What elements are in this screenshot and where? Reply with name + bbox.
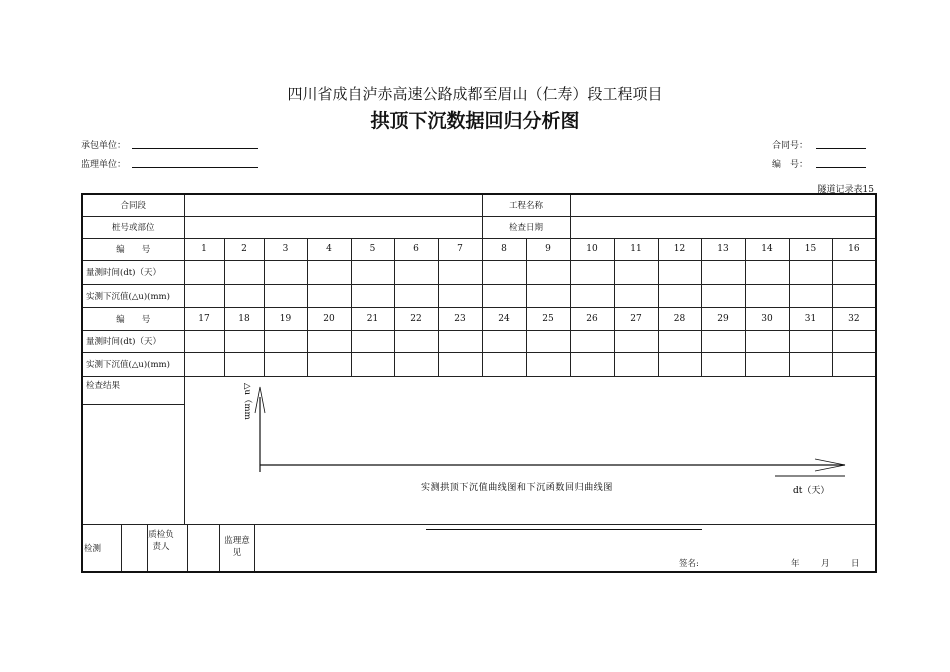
regression-chart xyxy=(185,377,876,525)
time-cell[interactable] xyxy=(264,260,307,284)
column-number: 11 xyxy=(614,238,658,260)
settlement-cell[interactable] xyxy=(482,352,526,376)
column-number: 17 xyxy=(184,307,224,330)
project-name-value[interactable] xyxy=(570,194,876,216)
station-value[interactable] xyxy=(184,216,482,238)
supervisor-field[interactable] xyxy=(132,167,258,168)
settlement-cell[interactable] xyxy=(394,352,438,376)
time-cell[interactable] xyxy=(701,330,745,352)
time-cell[interactable] xyxy=(570,330,614,352)
time-cell[interactable] xyxy=(789,330,832,352)
column-number: 4 xyxy=(307,238,351,260)
settlement-cell[interactable] xyxy=(438,284,482,307)
time-cell[interactable] xyxy=(224,330,264,352)
column-number: 29 xyxy=(701,307,745,330)
settlement-cell[interactable] xyxy=(351,284,394,307)
time-cell[interactable] xyxy=(832,330,876,352)
settlement-cell[interactable] xyxy=(307,284,351,307)
time-cell[interactable] xyxy=(438,330,482,352)
settlement-cell[interactable] xyxy=(832,352,876,376)
column-number: 30 xyxy=(745,307,789,330)
serial-no-label: 编 号： xyxy=(772,160,809,170)
month-label: 月 xyxy=(821,558,830,569)
column-number: 27 xyxy=(614,307,658,330)
inspection-date-value[interactable] xyxy=(570,216,876,238)
time-cell[interactable] xyxy=(184,260,224,284)
time-cell[interactable] xyxy=(438,260,482,284)
settlement-cell[interactable] xyxy=(224,352,264,376)
settlement-cell[interactable] xyxy=(658,352,701,376)
inspect-value[interactable] xyxy=(120,525,148,572)
time-label-2: 量测时间(dt)（天） xyxy=(82,330,184,352)
time-cell[interactable] xyxy=(614,330,658,352)
year-label: 年 xyxy=(791,558,800,569)
time-cell[interactable] xyxy=(658,330,701,352)
serial-no-field[interactable] xyxy=(816,167,866,168)
contract-section-value[interactable] xyxy=(184,194,482,216)
x-axis-label: dt（天） xyxy=(792,485,829,496)
column-number: 25 xyxy=(526,307,570,330)
column-number: 24 xyxy=(482,307,526,330)
time-cell[interactable] xyxy=(832,260,876,284)
data-table xyxy=(81,193,877,573)
time-cell[interactable] xyxy=(351,330,394,352)
signature-row xyxy=(82,524,876,572)
settlement-cell[interactable] xyxy=(307,352,351,376)
number-label: 编 号 xyxy=(82,238,184,260)
column-number: 1 xyxy=(184,238,224,260)
time-cell[interactable] xyxy=(394,330,438,352)
settlement-cell[interactable] xyxy=(658,284,701,307)
column-number: 23 xyxy=(438,307,482,330)
contractor-field[interactable] xyxy=(132,148,258,149)
time-cell[interactable] xyxy=(307,260,351,284)
column-number: 28 xyxy=(658,307,701,330)
time-cell[interactable] xyxy=(184,330,224,352)
time-cell[interactable] xyxy=(526,330,570,352)
time-cell[interactable] xyxy=(224,260,264,284)
column-number: 3 xyxy=(264,238,307,260)
column-number: 12 xyxy=(658,238,701,260)
settlement-cell[interactable] xyxy=(614,352,658,376)
document-subtitle: 拱顶下沉数据回归分析图 xyxy=(370,110,580,132)
sign-label: 签名: xyxy=(679,558,699,569)
day-label: 日 xyxy=(851,558,860,569)
settlement-cell[interactable] xyxy=(570,352,614,376)
settlement-cell[interactable] xyxy=(264,352,307,376)
time-cell[interactable] xyxy=(745,330,789,352)
check-result-value[interactable] xyxy=(82,404,184,524)
check-result-label: 检查结果 xyxy=(82,376,184,404)
time-cell[interactable] xyxy=(482,260,526,284)
settlement-cell[interactable] xyxy=(184,284,224,307)
qc-label: 质检负责人 xyxy=(148,529,174,552)
project-name-label: 工程名称 xyxy=(482,194,570,216)
column-number: 2 xyxy=(224,238,264,260)
settlement-label: 实测下沉值(△u)(mm) xyxy=(82,284,184,307)
time-label: 量测时间(dt)（天） xyxy=(82,260,184,284)
settlement-cell[interactable] xyxy=(224,284,264,307)
settlement-cell[interactable] xyxy=(264,284,307,307)
settlement-cell[interactable] xyxy=(701,352,745,376)
column-number: 7 xyxy=(438,238,482,260)
column-number: 18 xyxy=(224,307,264,330)
time-cell[interactable] xyxy=(570,260,614,284)
supervision-label: 监理意见 xyxy=(224,535,250,558)
number-label-2: 编 号 xyxy=(82,307,184,330)
column-number: 14 xyxy=(745,238,789,260)
time-cell[interactable] xyxy=(351,260,394,284)
column-number: 20 xyxy=(307,307,351,330)
column-number: 31 xyxy=(789,307,832,330)
settlement-cell[interactable] xyxy=(570,284,614,307)
time-cell[interactable] xyxy=(264,330,307,352)
inspection-date-label: 检查日期 xyxy=(482,216,570,238)
column-number: 19 xyxy=(264,307,307,330)
column-number: 6 xyxy=(394,238,438,260)
settlement-cell[interactable] xyxy=(789,284,832,307)
form-number: 隧道记录表15 xyxy=(817,185,874,195)
time-cell[interactable] xyxy=(394,260,438,284)
column-number: 13 xyxy=(701,238,745,260)
settlement-cell[interactable] xyxy=(789,352,832,376)
column-number: 8 xyxy=(482,238,526,260)
station-label: 桩号或部位 xyxy=(82,216,184,238)
time-cell[interactable] xyxy=(482,330,526,352)
time-cell[interactable] xyxy=(614,260,658,284)
settlement-cell[interactable] xyxy=(745,352,789,376)
chart-caption: 实测拱顶下沉值曲线图和下沉函数回归曲线图 xyxy=(420,482,613,493)
column-number: 26 xyxy=(570,307,614,330)
time-cell[interactable] xyxy=(658,260,701,284)
settlement-cell[interactable] xyxy=(832,284,876,307)
time-cell[interactable] xyxy=(701,260,745,284)
settlement-cell[interactable] xyxy=(526,284,570,307)
settlement-cell[interactable] xyxy=(351,352,394,376)
settlement-cell[interactable] xyxy=(394,284,438,307)
settlement-label-2: 实测下沉值(△u)(mm) xyxy=(82,352,184,376)
column-number: 9 xyxy=(526,238,570,260)
contract-no-field[interactable] xyxy=(816,148,866,149)
column-number: 32 xyxy=(832,307,876,330)
settlement-cell[interactable] xyxy=(526,352,570,376)
time-cell[interactable] xyxy=(307,330,351,352)
column-number: 15 xyxy=(789,238,832,260)
time-cell[interactable] xyxy=(789,260,832,284)
y-axis-label: △u（mm xyxy=(241,382,252,420)
document-title: 四川省成自泸赤高速公路成都至眉山（仁寿）段工程项目 xyxy=(287,85,663,103)
time-cell[interactable] xyxy=(526,260,570,284)
settlement-cell[interactable] xyxy=(701,284,745,307)
inspect-label: 检测 xyxy=(83,525,122,572)
supervision-underline xyxy=(426,529,702,530)
time-cell[interactable] xyxy=(745,260,789,284)
settlement-cell[interactable] xyxy=(184,352,224,376)
column-number: 21 xyxy=(351,307,394,330)
contract-section-label: 合同段 xyxy=(82,194,184,216)
column-number: 16 xyxy=(832,238,876,260)
contract-no-label: 合同号： xyxy=(772,141,809,151)
column-number: 22 xyxy=(394,307,438,330)
column-number: 10 xyxy=(570,238,614,260)
settlement-cell[interactable] xyxy=(482,284,526,307)
contractor-label: 承包单位： xyxy=(81,141,127,151)
settlement-cell[interactable] xyxy=(438,352,482,376)
column-number: 5 xyxy=(351,238,394,260)
settlement-cell[interactable] xyxy=(745,284,789,307)
regression-chart-area xyxy=(184,376,876,524)
supervisor-label: 监理单位： xyxy=(81,160,127,170)
settlement-cell[interactable] xyxy=(614,284,658,307)
